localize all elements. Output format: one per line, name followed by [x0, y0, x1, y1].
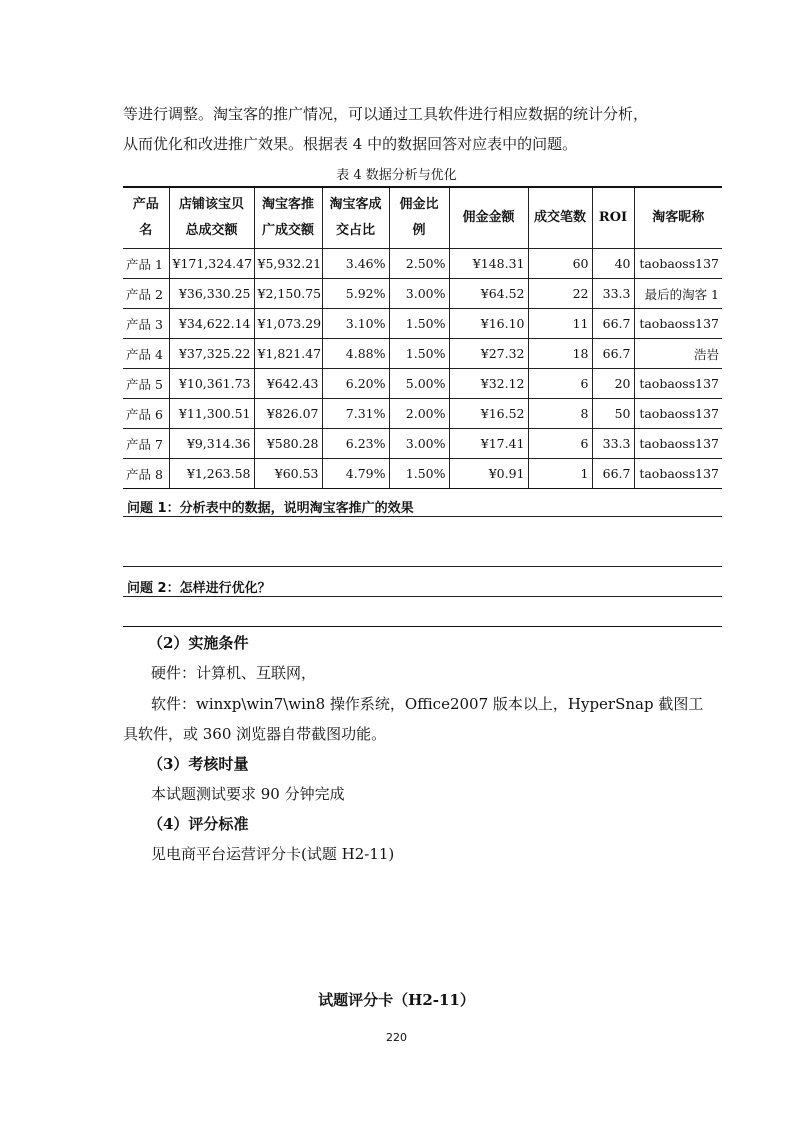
table-caption: 表 4 数据分析与优化: [336, 168, 457, 183]
table-cell: ¥17.41: [449, 429, 528, 459]
table-cell: 60: [528, 249, 592, 279]
table-cell: taobaoss137: [634, 369, 722, 399]
table-cell: 6.20%: [322, 369, 389, 399]
table-cell: 2.00%: [389, 399, 449, 429]
table-cell: 6.23%: [322, 429, 389, 459]
table-cell: ¥171,324.47: [169, 249, 254, 279]
answer-line: [123, 516, 722, 517]
table-cell: 4.88%: [322, 339, 389, 369]
software-text-line-1: 软件：winxp\win7\win8 操作系统，Office2007 版本以上，HyperSnap 截图工: [151, 695, 704, 713]
table-cell: ¥37,325.22: [169, 339, 254, 369]
table-cell: 3.10%: [322, 309, 389, 339]
table-cell: 3.00%: [389, 429, 449, 459]
table-cell: ¥826.07: [254, 399, 322, 429]
table-cell: 33.3: [592, 429, 634, 459]
column-header-line-2: 名: [139, 223, 153, 238]
column-header: [322, 187, 389, 249]
table-row: [123, 459, 722, 489]
table-cell: 18: [528, 339, 592, 369]
table-cell: ¥16.10: [449, 309, 528, 339]
column-header-line-1: 淘客昵称: [652, 210, 705, 225]
column-header-line-1: 淘宝客推: [261, 197, 314, 212]
table-cell: taobaoss137: [634, 459, 722, 489]
table-cell: 产品 3: [123, 309, 169, 339]
table-cell: 1.50%: [389, 339, 449, 369]
table-cell: taobaoss137: [634, 249, 722, 279]
table-cell: 产品 1: [123, 249, 169, 279]
intro-line-2: 从而优化和改进推广效果。根据表 4 中的数据回答对应表中的问题。: [123, 135, 578, 153]
column-header-line-1: 成交笔数: [533, 210, 586, 225]
table-cell: 7.31%: [322, 399, 389, 429]
page-number: 220: [386, 1031, 407, 1044]
table-cell: 22: [528, 279, 592, 309]
table-cell: ¥148.31: [449, 249, 528, 279]
table-cell: 3.00%: [389, 279, 449, 309]
data-table: [123, 186, 722, 489]
table-cell: 产品 6: [123, 399, 169, 429]
table-row: [123, 339, 722, 369]
table-cell: 产品 4: [123, 339, 169, 369]
table-row: [123, 279, 722, 309]
question-1: 问题 1：分析表中的数据，说明淘宝客推广的效果: [127, 501, 414, 516]
standard-text: 见电商平台运营评分卡(试题 H2-11): [151, 845, 395, 863]
table-cell: 1.50%: [389, 459, 449, 489]
table-cell: ¥642.43: [254, 369, 322, 399]
table-cell: taobaoss137: [634, 429, 722, 459]
table-cell: ¥0.91: [449, 459, 528, 489]
section-4-title: （4）评分标准: [148, 815, 249, 833]
table-row: [123, 399, 722, 429]
column-header-line-2: 总成交额: [185, 223, 238, 238]
table-cell: taobaoss137: [634, 399, 722, 429]
table-cell: ¥32.12: [449, 369, 528, 399]
table-cell: 8: [528, 399, 592, 429]
table-cell: 11: [528, 309, 592, 339]
table-cell: 产品 7: [123, 429, 169, 459]
table-cell: ¥2,150.75: [254, 279, 322, 309]
answer-line: [123, 566, 722, 567]
column-header-line-1: 店铺该宝贝: [178, 197, 244, 212]
table-cell: 5.92%: [322, 279, 389, 309]
table-cell: ¥64.52: [449, 279, 528, 309]
table-cell: 50: [592, 399, 634, 429]
table-cell: ¥5,932.21: [254, 249, 322, 279]
table-cell: 浩岩: [634, 339, 722, 369]
table-cell: ¥27.32: [449, 339, 528, 369]
column-header-line-2: 交占比: [335, 223, 375, 238]
column-header: [254, 187, 322, 249]
hardware-text: 硬件：计算机、互联网，: [151, 664, 317, 682]
table-cell: ¥11,300.51: [169, 399, 254, 429]
column-header-line-2: 广成交额: [261, 223, 314, 238]
column-header: [389, 187, 449, 249]
table-cell: 6: [528, 369, 592, 399]
column-header: [123, 187, 169, 249]
table-cell: 产品 2: [123, 279, 169, 309]
column-header: [592, 187, 634, 249]
table-row: [123, 249, 722, 279]
table-cell: ¥16.52: [449, 399, 528, 429]
column-header: [528, 187, 592, 249]
table-cell: ¥1,821.47: [254, 339, 322, 369]
column-header-line-1: 产品: [132, 197, 159, 212]
section-3-title: （3）考核时量: [148, 755, 249, 773]
table-cell: ¥1,073.29: [254, 309, 322, 339]
table-cell: 33.3: [592, 279, 634, 309]
table-cell: 3.46%: [322, 249, 389, 279]
table-header: [123, 187, 722, 249]
table-cell: 最后的淘客 1: [634, 279, 722, 309]
table-row: [123, 429, 722, 459]
table-cell: ¥36,330.25: [169, 279, 254, 309]
column-header: [634, 187, 722, 249]
table-row: [123, 309, 722, 339]
table-cell: 1.50%: [389, 309, 449, 339]
column-header-line-1: 淘宝客成: [329, 197, 382, 212]
column-header-line-1: 佣金比: [399, 197, 439, 212]
time-text: 本试题测试要求 90 分钟完成: [151, 785, 345, 803]
table-cell: ¥10,361.73: [169, 369, 254, 399]
column-header: [449, 187, 528, 249]
table-cell: 产品 8: [123, 459, 169, 489]
table-cell: ¥34,622.14: [169, 309, 254, 339]
table-cell: 6: [528, 429, 592, 459]
table-cell: ¥9,314.36: [169, 429, 254, 459]
column-header: [169, 187, 254, 249]
table-cell: taobaoss137: [634, 309, 722, 339]
table-cell: 2.50%: [389, 249, 449, 279]
section-2-title: （2）实施条件: [148, 634, 249, 652]
table-cell: 66.7: [592, 339, 634, 369]
table-cell: 1: [528, 459, 592, 489]
table-row: [123, 369, 722, 399]
table-cell: 40: [592, 249, 634, 279]
software-text-line-2: 具软件，或 360 浏览器自带截图功能。: [123, 725, 387, 743]
column-header-line-1: 佣金金额: [462, 210, 515, 225]
table-cell: 5.00%: [389, 369, 449, 399]
card-title: 试题评分卡（H2-11）: [318, 991, 475, 1009]
table-cell: ¥580.28: [254, 429, 322, 459]
answer-line: [123, 626, 722, 627]
column-header-line-1: ROI: [598, 210, 628, 225]
intro-line-1: 等进行调整。淘宝客的推广情况，可以通过工具软件进行相应数据的统计分析，: [123, 105, 649, 123]
table-cell: 4.79%: [322, 459, 389, 489]
table-cell: 66.7: [592, 459, 634, 489]
table-cell: 20: [592, 369, 634, 399]
answer-line: [123, 596, 722, 597]
column-header-line-2: 例: [412, 223, 426, 238]
table-cell: ¥60.53: [254, 459, 322, 489]
question-2: 问题 2：怎样进行优化？: [127, 581, 271, 596]
table-cell: 66.7: [592, 309, 634, 339]
table-body: [123, 249, 722, 489]
table-cell: ¥1,263.58: [169, 459, 254, 489]
table-cell: 产品 5: [123, 369, 169, 399]
